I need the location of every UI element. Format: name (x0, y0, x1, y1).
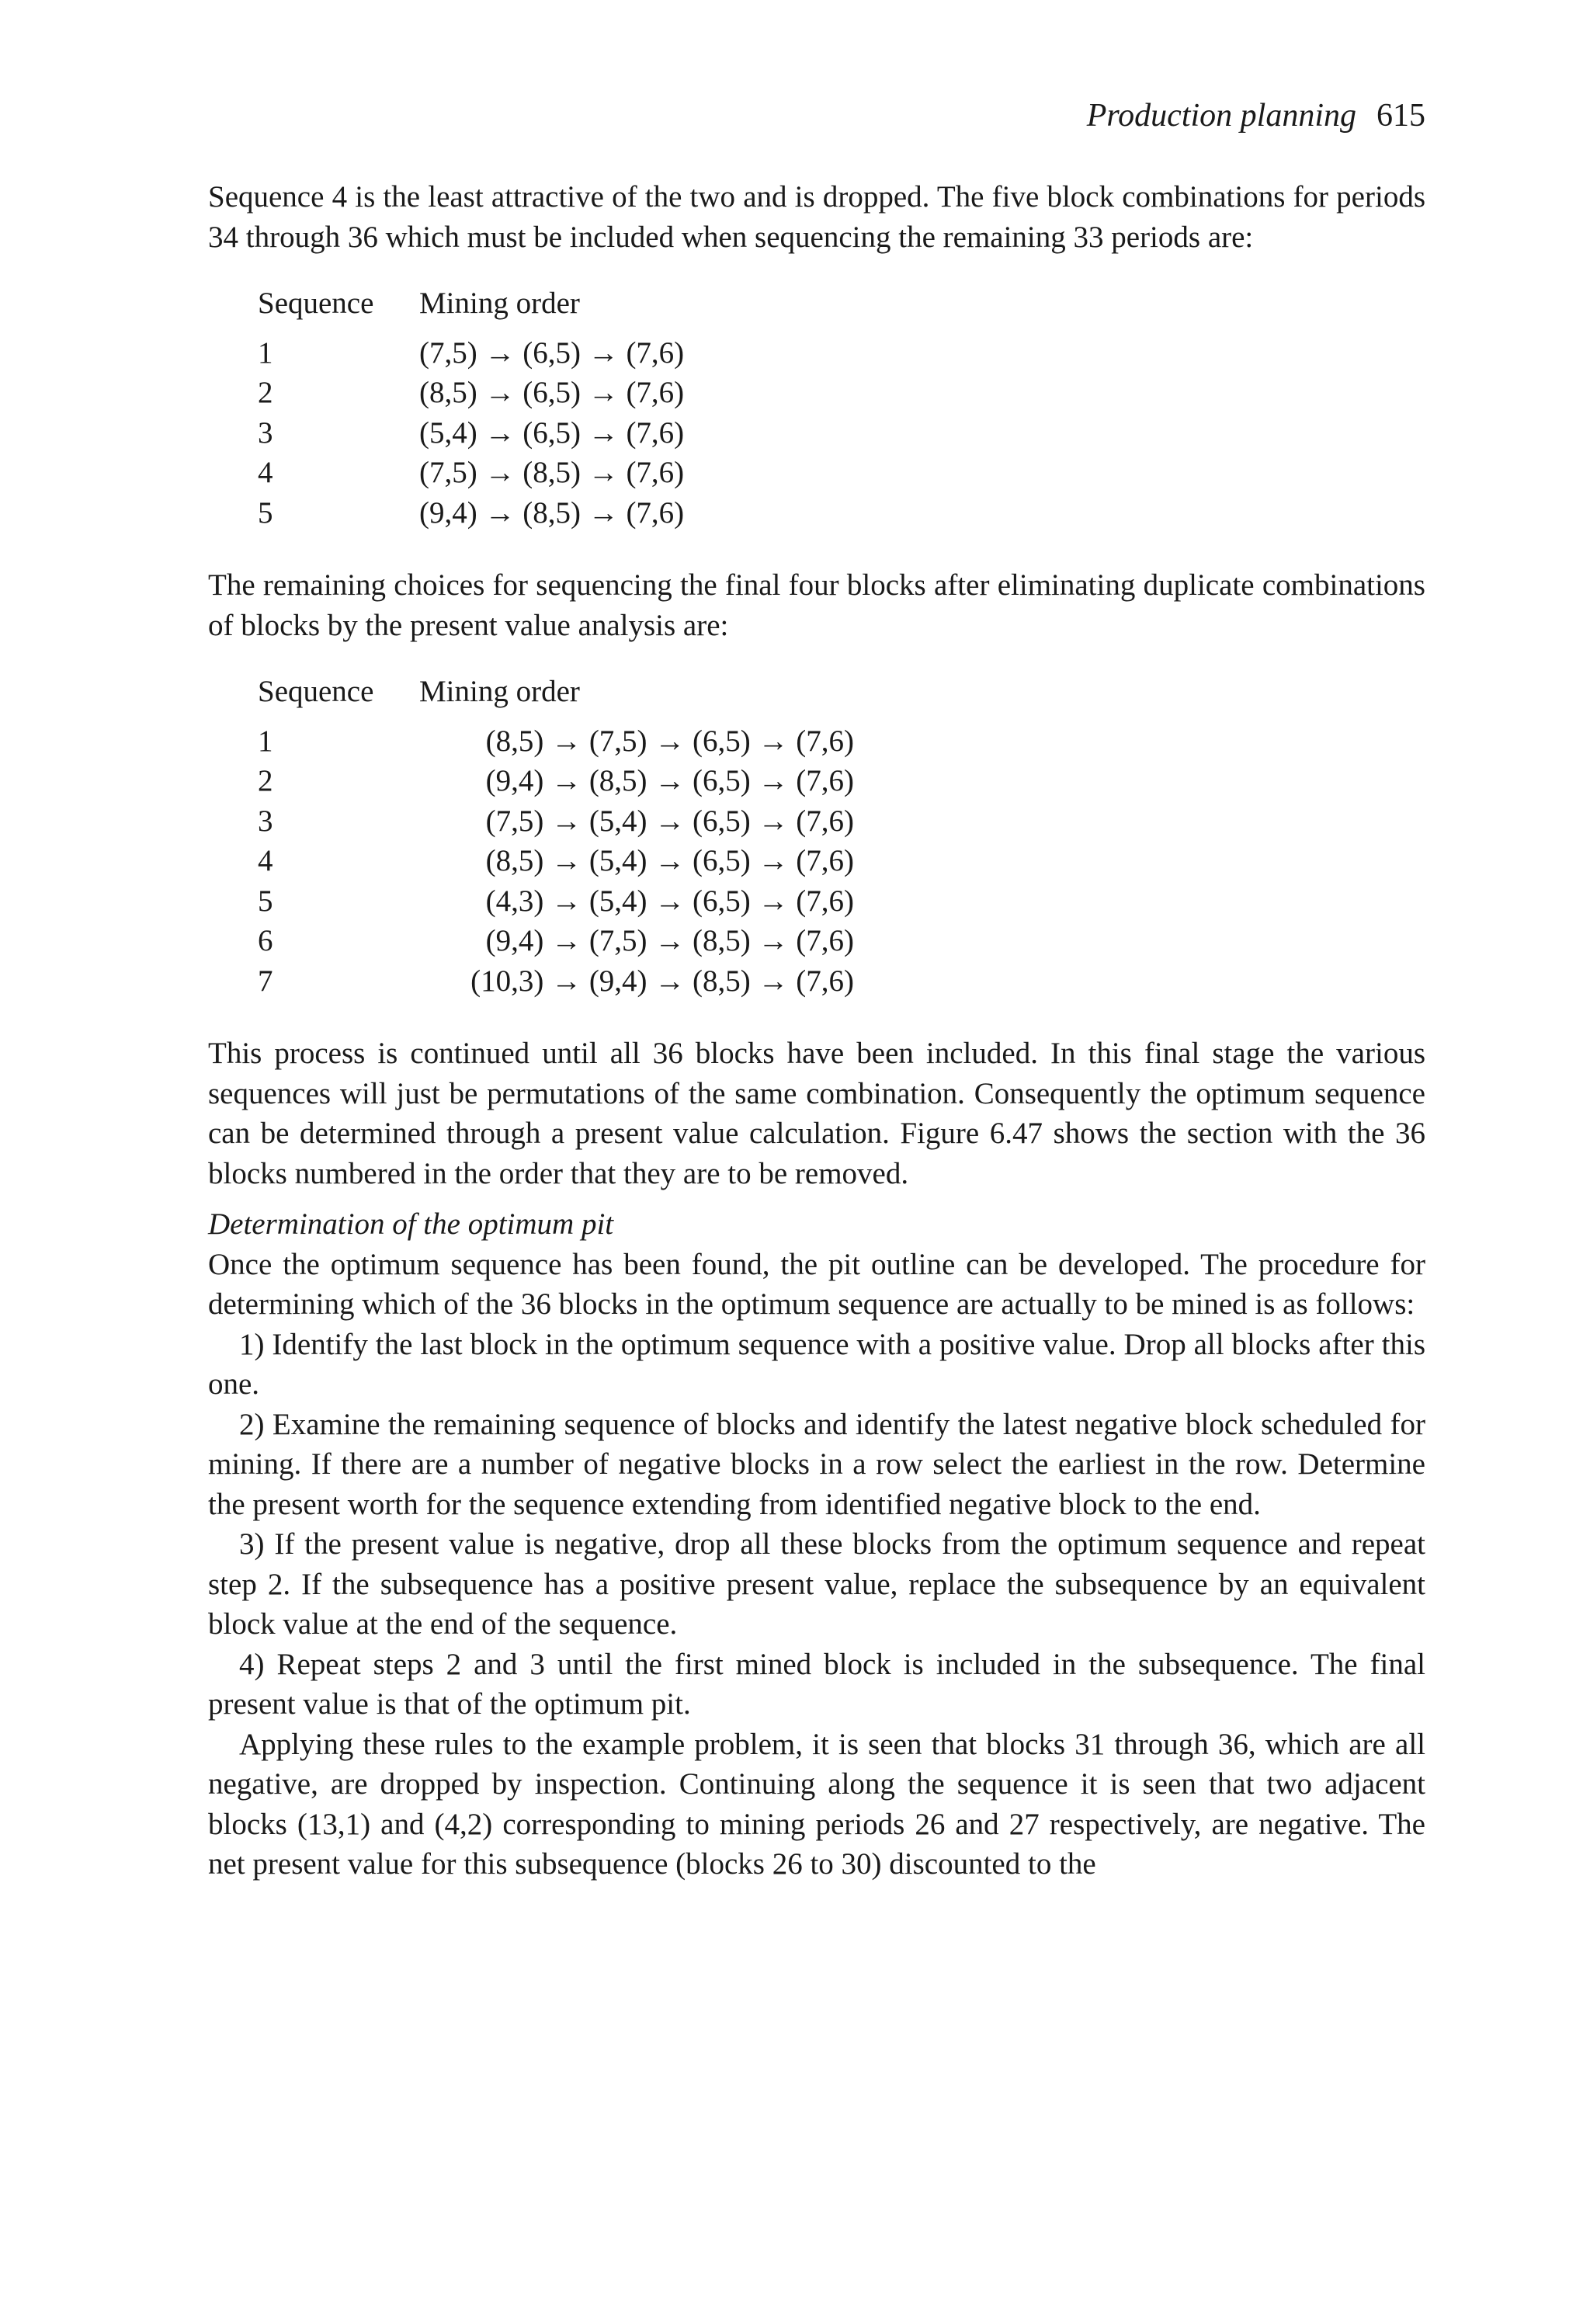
table-row (258, 721, 854, 762)
column-header-sequence: Sequence (258, 287, 374, 320)
table-row (258, 333, 684, 373)
sequence-table-2 (258, 672, 854, 1001)
mining-order: (9,4) → (8,5) → (6,5) → (7,6) (485, 764, 854, 797)
table-header-row (258, 283, 684, 333)
mining-order: (5,4) → (6,5) → (7,6) (419, 415, 685, 450)
sequence-number: 4 (258, 456, 273, 489)
mining-order: (9,4) → (7,5) → (8,5) → (7,6) (485, 924, 854, 957)
sequence-number: 1 (258, 335, 273, 370)
table-row (258, 413, 684, 453)
paragraph-procedure: Once the optimum sequence has been found, the pit outline can be developed. The procedure for determining which of the 36 blocks in the optimum sequence are actually to be mined is as follows: (208, 1247, 1425, 1321)
step-2: 2) Examine the remaining sequence of blocks and identify the latest negative block scheduled for mining. If there are a number of negative blocks in a row select the earliest in the row. Determine the present worth for the sequence extending from identified negative block to the end. (208, 1407, 1425, 1521)
step-4: 4) Repeat steps 2 and 3 until the first mined block is included in the subsequence. The final present value is that of the optimum pit. (208, 1647, 1425, 1721)
running-head-title: Production planning (1086, 98, 1356, 134)
step-1: 1) Identify the last block in the optimum sequence with a positive value. Drop all blocks after this one. (208, 1327, 1425, 1401)
column-header-mining-order: Mining order (419, 287, 580, 320)
mining-order: (7,5) → (5,4) → (6,5) → (7,6) (485, 804, 854, 838)
table-row (258, 961, 854, 1002)
paragraph-applying-rules: Applying these rules to the example problem, it is seen that blocks 31 through 36, which are all negative, are dropped by inspection. Continuing along the sequence it is seen that two adjacent blocks (13,1) and (4,2) corresponding to mining periods 26 and 27 respectively, are negative. The net present value for this subsequence (blocks 26 to 30) discounted to the (208, 1727, 1425, 1881)
sequence-number: 2 (258, 376, 273, 409)
table-row (258, 801, 854, 842)
step-3: 3) If the present value is negative, drop all these blocks from the optimum sequence and repeat step 2. If the subsequence has a positive present value, replace the subsequence by an equivalent block value at the end of the sequence. (208, 1527, 1425, 1641)
paragraph-remaining-choices: The remaining choices for sequencing the final four blocks after eliminating duplicate combinations of blocks by the present value analysis are: (208, 568, 1425, 642)
mining-order: (10,3) → (9,4) → (8,5) → (7,6) (470, 964, 854, 998)
table-row (258, 761, 854, 801)
table-row (258, 881, 854, 922)
mining-order: (9,4) → (8,5) → (7,6) (419, 495, 685, 530)
mining-order: (8,5) → (7,5) → (6,5) → (7,6) (485, 724, 854, 758)
sequence-table-1 (258, 283, 684, 533)
sequence-number: 3 (258, 804, 273, 838)
sequence-number: 3 (258, 415, 273, 450)
sequence-number: 5 (258, 884, 273, 918)
mining-order: (8,5) → (5,4) → (6,5) → (7,6) (485, 844, 854, 877)
page (208, 92, 1425, 1885)
mining-order: (8,5) → (6,5) → (7,6) (419, 376, 685, 409)
running-head (208, 92, 1425, 140)
sequence-number: 4 (258, 844, 273, 877)
mining-order: (7,5) → (6,5) → (7,6) (419, 335, 685, 370)
sequence-number: 7 (258, 964, 273, 998)
table-row (258, 453, 684, 493)
mining-order: (4,3) → (5,4) → (6,5) → (7,6) (485, 884, 854, 918)
sequence-number: 5 (258, 495, 273, 530)
table-row (258, 493, 684, 533)
sequence-number: 6 (258, 924, 273, 957)
column-header-mining-order: Mining order (419, 675, 580, 708)
sequence-number: 2 (258, 764, 273, 797)
mining-order: (7,5) → (8,5) → (7,6) (419, 456, 685, 489)
table-row (258, 841, 854, 881)
paragraph-process-continued: This process is continued until all 36 blocks have been included. In this final stage the various sequences will just be permutations of the same combination. Consequently the optimum sequence can be determined through a present value calculation. Figure 6.47 shows the section with the 36 blocks numbered in the order that they are to be removed. (208, 1037, 1425, 1190)
table-row (258, 373, 684, 413)
column-header-sequence: Sequence (258, 675, 374, 708)
section-heading: Determination of the optimum pit (208, 1207, 614, 1241)
table-row (258, 921, 854, 961)
sequence-number: 1 (258, 724, 273, 758)
table-header-row (258, 672, 854, 721)
page-number: 615 (1376, 98, 1425, 134)
paragraph-intro: Sequence 4 is the least attractive of the two and is dropped. The five block combinations for periods 34 through 36 which must be included when sequencing the remaining 33 periods are: (208, 180, 1425, 254)
